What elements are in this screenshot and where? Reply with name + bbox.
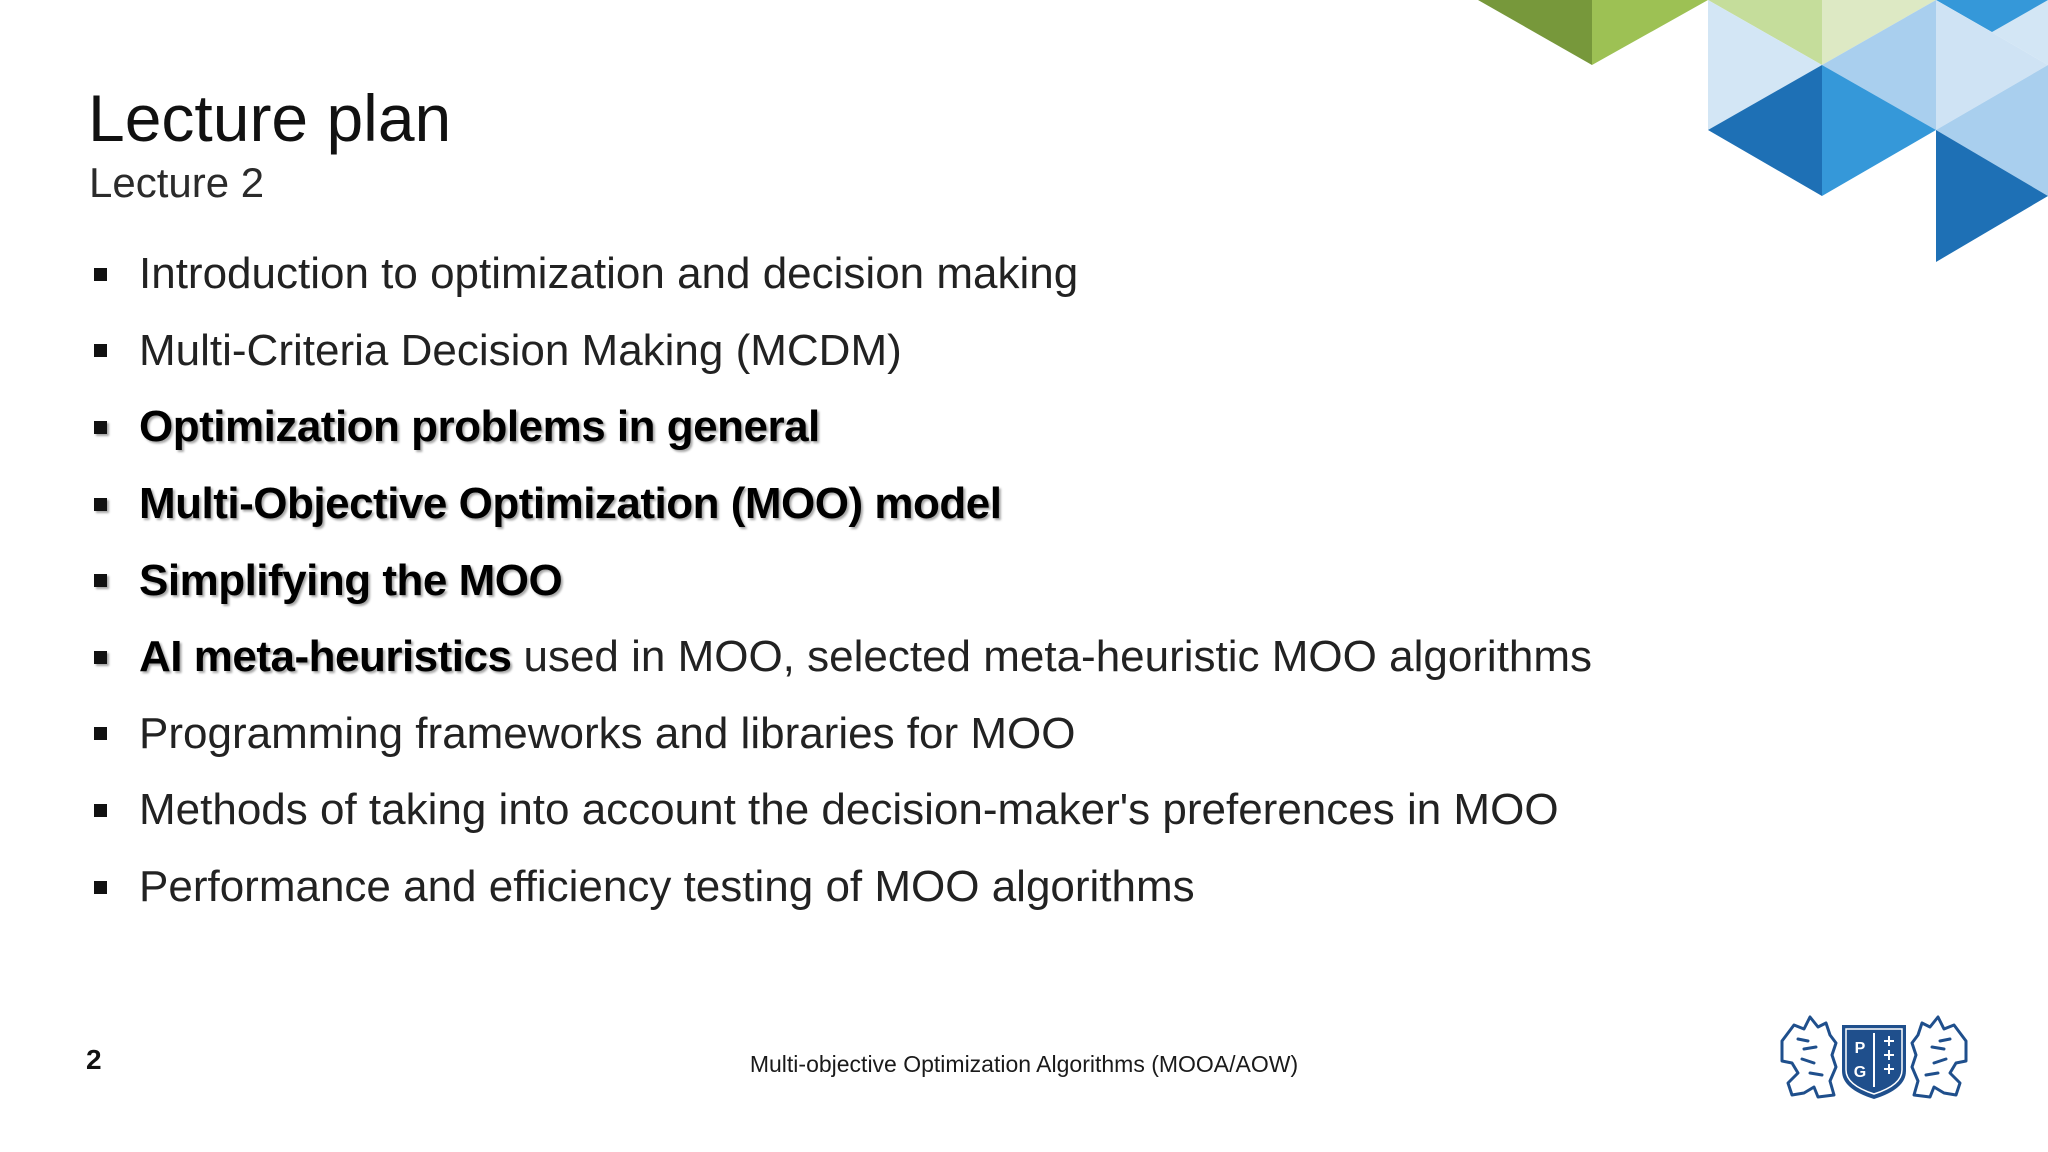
list-item <box>90 313 1592 390</box>
list-item-text: Methods of taking into account the decision-maker's preferences in MOO <box>139 785 1559 835</box>
list-item-bold-text: Multi-Objective Optimization (MOO) model <box>139 479 1002 529</box>
list-item <box>90 466 1592 543</box>
bullet-icon <box>94 881 107 894</box>
bullet-icon <box>94 651 107 664</box>
list-item <box>90 849 1592 926</box>
list-item-text: Performance and efficiency testing of MOO algorithms <box>139 862 1195 912</box>
footer-course-title: Multi-objective Optimization Algorithms (MOOA/AOW) <box>749 1051 1299 1077</box>
bullet-icon <box>94 344 107 357</box>
bullet-icon <box>94 421 107 434</box>
university-crest-logo <box>1774 1003 1974 1103</box>
list-item-text: Multi-Criteria Decision Making (MCDM) <box>139 325 902 375</box>
slide-subtitle: Lecture 2 <box>89 159 265 206</box>
page-number: 2 <box>86 1044 102 1075</box>
green-triangle-dark <box>1478 0 1592 65</box>
logo-letter-g: G <box>1853 1064 1867 1081</box>
bullet-icon <box>94 727 107 740</box>
bullet-icon <box>94 804 107 817</box>
list-item-text: Programming frameworks and libraries for MOO <box>139 708 1076 758</box>
list-item <box>90 236 1592 313</box>
list-item-text: used in MOO, selected meta-heuristic MOO algorithms <box>523 632 1593 682</box>
list-item-bold-text: Optimization problems in general <box>139 402 820 452</box>
list-item <box>90 542 1592 619</box>
list-item-text: Introduction to optimization and decision making <box>139 249 1079 299</box>
bullet-icon <box>94 498 107 511</box>
list-item <box>90 772 1592 849</box>
list-item-bold-text: AI meta-heuristics <box>139 632 512 682</box>
lecture-topics-list <box>90 236 1592 925</box>
bullet-icon <box>94 268 107 281</box>
list-item <box>90 619 1592 696</box>
bullet-icon <box>94 574 107 587</box>
slide-title: Lecture plan <box>88 81 452 155</box>
list-item <box>90 696 1592 773</box>
logo-letter-p: P <box>1854 1040 1866 1057</box>
list-item <box>90 389 1592 466</box>
green-triangle-mid <box>1592 0 1708 65</box>
list-item-bold-text: Simplifying the MOO <box>139 555 563 605</box>
